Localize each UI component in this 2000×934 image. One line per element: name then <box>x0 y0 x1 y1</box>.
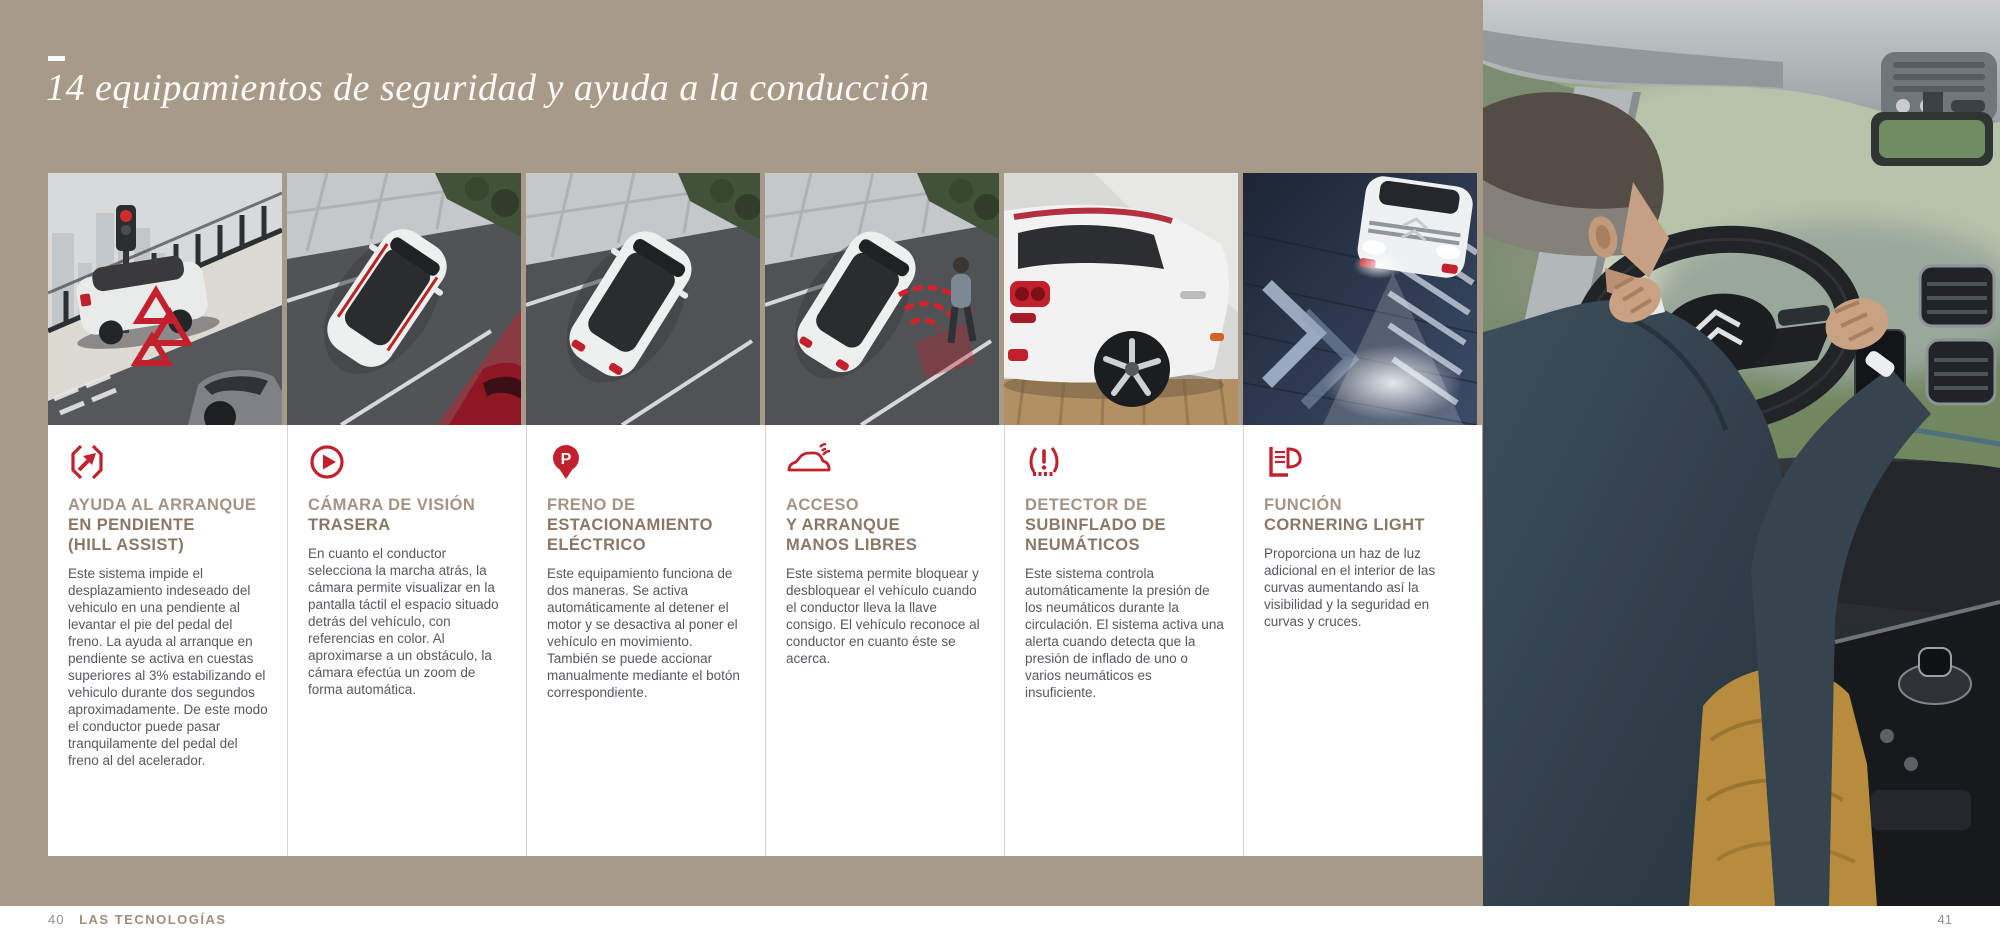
footer <box>0 906 2000 934</box>
feature-card <box>287 425 526 856</box>
feature-description: Este sistema permite bloquear y desbloquear el vehículo cuando el conductor lleva la llave consigo. El vehículo reconoce al conductor en cuanto éste se acerca. <box>786 566 980 666</box>
footer-left <box>48 912 227 927</box>
cornering-light-scene <box>1243 173 1477 425</box>
feature-column-keyless <box>765 173 1004 856</box>
feature-card <box>48 425 287 856</box>
driver-interior-photo <box>1483 0 2000 906</box>
tyre-pressure-scene <box>1004 173 1238 425</box>
feature-card <box>765 425 1004 856</box>
feature-column-rear-camera <box>287 173 526 856</box>
feature-column-parking-brake <box>526 173 765 856</box>
feature-description: Este sistema controla automáticamente la presión de los neumáticos durante la circulación. El sistema activa una alerta cuando detecta que la presión de inflado de uno o varios neumáticos es insuficiente. <box>1025 566 1224 700</box>
feature-title: CÁMARA DE VISIÓN TRASERA <box>308 496 476 534</box>
feature-column-cornering-light <box>1243 173 1482 856</box>
keyless-access-scene <box>765 173 999 425</box>
rear-camera-scene <box>287 173 521 425</box>
feature-title: FUNCIÓN CORNERING LIGHT <box>1264 496 1425 534</box>
feature-card <box>526 425 765 856</box>
feature-title: DETECTOR DE SUBINFLADO DE NEUMÁTICOS <box>1025 496 1166 554</box>
feature-card <box>1004 425 1243 856</box>
page-number-left: 40 <box>48 912 65 927</box>
feature-description: Este equipamiento funciona de dos maneras. Se activa automáticamente al detener el motor y se desactiva al poner el vehículo en movimiento. También se puede accionar manualmente mediante el botón correspondiente. <box>547 566 740 700</box>
feature-title: FRENO DE ESTACIONAMIENTO ELÉCTRICO <box>547 496 713 554</box>
feature-card <box>1243 425 1482 856</box>
keyless-access-icon <box>786 443 988 481</box>
parking-brake-scene <box>526 173 760 425</box>
feature-title: ACCESO Y ARRANQUE MANOS LIBRES <box>786 496 918 554</box>
title-dash <box>48 56 65 61</box>
feature-description: Proporciona un haz de luz adicional en el interior de las curvas aumentando así la visibilidad y la seguridad en curvas y cruces. <box>1264 546 1436 629</box>
page-title: 14 equipamientos de seguridad y ayuda a la conducción <box>46 67 930 109</box>
svg-text:P: P <box>560 451 572 468</box>
page-number-right: 41 <box>1937 912 1952 927</box>
feature-title: AYUDA AL ARRANQUE EN PENDIENTE (HILL ASSIST) <box>68 496 257 554</box>
section-label: LAS TECNOLOGÍAS <box>79 912 227 927</box>
feature-column-hill-assist <box>48 173 287 856</box>
hill-assist-scene <box>48 173 282 425</box>
rear-camera-icon <box>308 443 510 481</box>
parking-brake-icon <box>547 443 749 481</box>
feature-description: En cuanto el conductor selecciona la marcha atrás, la cámara permite visualizar en la pantalla táctil el espacio situado detrás del vehículo, con referencias en color. Al aproximarse a un obstáculo, la cámara efectúa un zoom de forma automática. <box>308 546 499 697</box>
tyre-pressure-icon <box>1025 443 1227 481</box>
feature-column-tpms <box>1004 173 1243 856</box>
cornering-light-icon <box>1264 443 1466 481</box>
feature-description: Este sistema impide el desplazamiento indeseado del vehiculo en una pendiente al levantar el pie del pedal del freno. La ayuda al arranque en pendiente se activa en cuestas superiores al 3% estabilizando el vehiculo durante dos segundos aproximadamente. De este modo el conductor puede pasar tranquilamente del pedal del freno al del acelerador. <box>68 566 268 768</box>
hill-assist-icon <box>68 443 271 481</box>
